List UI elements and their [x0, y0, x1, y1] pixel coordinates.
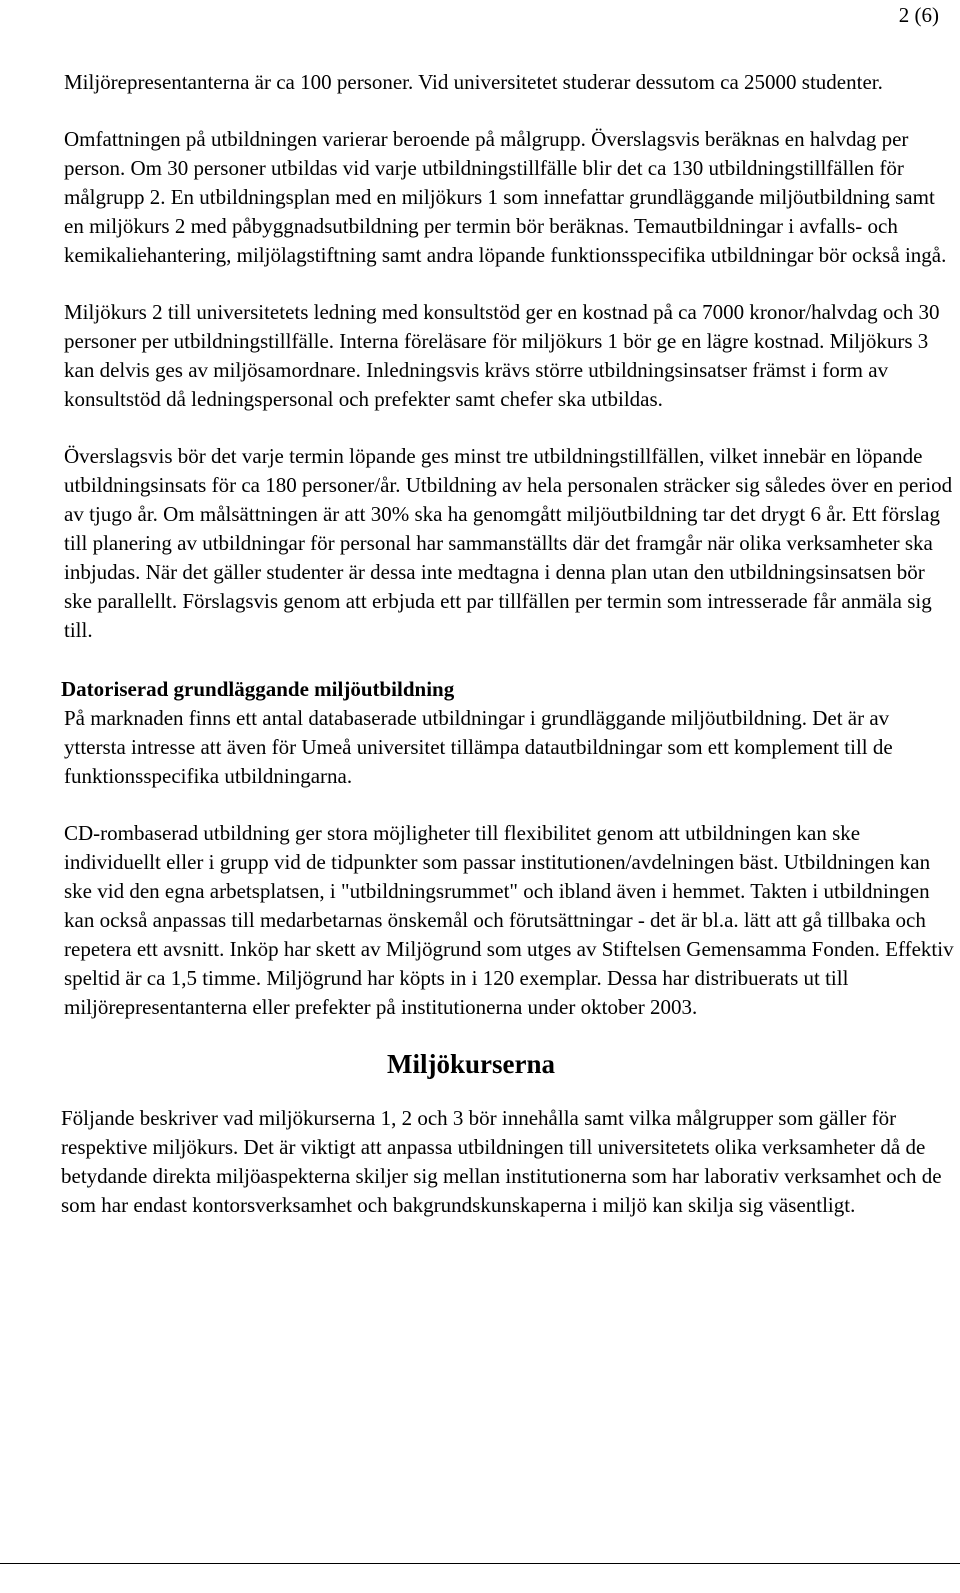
paragraph-miljorepresentanter: Miljörepresentanterna är ca 100 personer. Vid universitetet studerar dessutom ca 25000 studenter.	[64, 70, 883, 94]
page-number: 2 (6)	[898, 3, 939, 27]
paragraph-omfattning: Omfattningen på utbildningen varierar beroende på målgrupp. Överslagsvis beräknas en halvdag per person. Om 30 personer utbildas vid varje utbildningstillfälle blir det ca 130 utbildningstillfällen för målgrupp 2. En utbildningsplan med en miljökurs 1 som innefattar grundläggande miljöutbildning samt en miljökurs 2 med påbyggnadsutbildning per termin bör beräknas. Temautbildningar i avfalls- och kemikaliehantering, miljölagstiftning samt andra löpande funktionsspecifika utbildningar bör också ingå.	[64, 127, 947, 267]
paragraph-miljokurs-2-kostnad: Miljökurs 2 till universitetets ledning med konsultstöd ger en kostnad på ca 7000 kronor/halvdag och 30 personer per utbildningstillfälle. Interna föreläsare för miljökurs 1 bör ge en lägre kostnad. Miljökurs 3 kan delvis ges av miljösamordnare. Inledningsvis krävs större utbildningsinsatser främst i form av konsultstöd då ledningspersonal och prefekter samt chefer ska utbildas.	[64, 300, 940, 411]
paragraph-miljokurserna: Följande beskriver vad miljökurserna 1, 2 och 3 bör innehålla samt vilka målgrupper som gäller för respektive miljökurs. Det är viktigt att anpassa utbildningen till universitetets olika verksamheter då de betydande direkta miljöaspekterna skiljer sig mellan institutionerna som har laborativ verksamhet och de som har endast kontorsverksamhet och bakgrundskunskaperna i miljö kan skilja sig väsentligt.	[61, 1106, 942, 1217]
section-heading-datoriserad: Datoriserad grundläggande miljöutbildning	[61, 677, 455, 701]
section-heading-miljokurserna: Miljökurserna	[387, 1049, 555, 1079]
paragraph-databaserade: På marknaden finns ett antal databaserade utbildningar i grundläggande miljöutbildning. Det är av yttersta intresse att även för Umeå universitet tillämpa datautbildningar som ett komplement till de funktionsspecifika utbildningarna.	[64, 706, 893, 788]
footer-divider	[0, 1563, 960, 1564]
document-body	[61, 68, 954, 1248]
paragraph-cd-rom: CD-rombaserad utbildning ger stora möjligheter till flexibilitet genom att utbildningen kan ske individuellt eller i grupp vid de tidpunkter som passar institutionen/avdelningen bäst. Utbildningen kan ske vid den egna arbetsplatsen, i "utbildningsrummet" och ibland även i hemmet. Takten i utbildningen kan också anpassas till medarbetarnas önskemål och förutsättningar - det är bl.a. lätt att gå tillbaka och repetera ett avsnitt. Inköp har skett av Miljögrund som utges av Stiftelsen Gemensamma Fonden. Effektiv speltid är ca 1,5 timme. Miljögrund har köpts in i 120 exemplar. Dessa har distribuerats ut till miljörepresentanterna eller prefekter på institutionerna under oktober 2003.	[64, 821, 954, 1019]
paragraph-overslagsvis: Överslagsvis bör det varje termin löpande ges minst tre utbildningstillfällen, vilket innebär en löpande utbildningsinsats för ca 180 personer/år. Utbildning av hela personalen sträcker sig således över en period av tjugo år. Om målsättningen är att 30% ska ha genomgått miljöutbildning tar det drygt 6 år. Ett förslag till planering av utbildningar för personal har sammanställts där det framgår när olika verksamheter ska inbjudas. När det gäller studenter är dessa inte medtagna i denna plan utan den utbildningsinsatsen bör ske parallellt. Förslagsvis genom att erbjuda ett par tillfällen per termin som intresserade får anmäla sig till.	[64, 444, 953, 642]
